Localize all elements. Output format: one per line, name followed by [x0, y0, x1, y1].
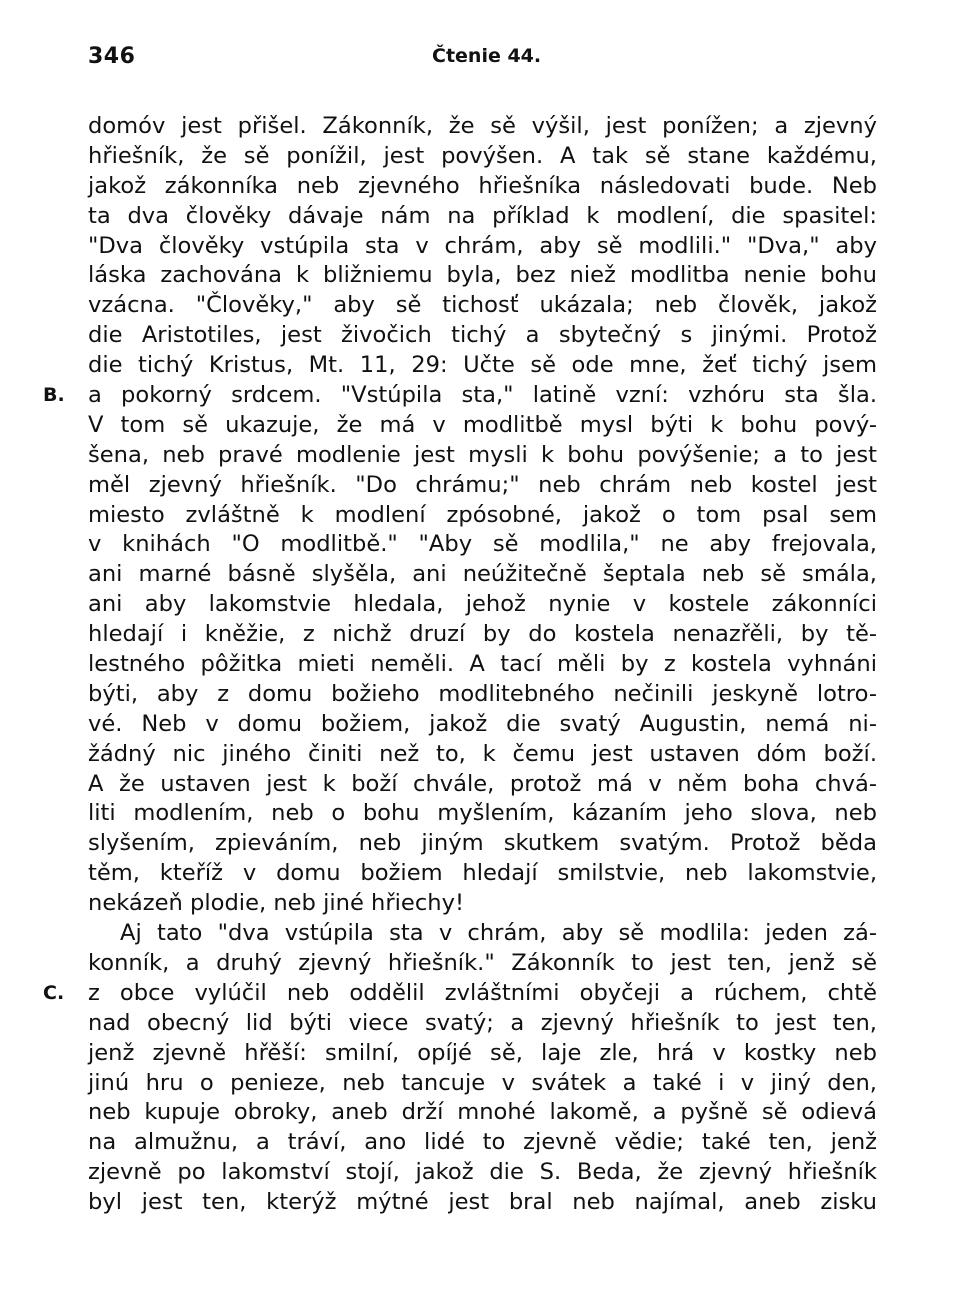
- line-text: V tom sě ukazuje, že má v modlitbě mysl býti k bohu pový-: [88, 411, 877, 438]
- text-line: [88, 799, 877, 829]
- line-text: šena, neb pravé modlenie jest mysli k bohu povýšenie; a to jest: [88, 441, 877, 468]
- line-text: zjevně po lakomství stojí, jakož die S. Beda, že zjevný hřiešník: [88, 1159, 877, 1186]
- line-text: měl zjevný hřiešník. "Do chrámu;" neb chrám neb kostel jest: [88, 471, 877, 498]
- line-text: A že ustaven jest k boží chvále, protož má v něm boha chvá-: [88, 770, 877, 797]
- text-line: [88, 1098, 877, 1128]
- text-line: [88, 291, 877, 321]
- line-text: miesto zvláštně k modlení zpósobné, jakož o tom psal sem: [88, 501, 877, 528]
- text-line: [88, 1069, 877, 1099]
- text-line: [88, 441, 877, 471]
- text-line: [88, 1128, 877, 1158]
- line-text: hřiešník, že sě ponížil, jest povýšen. A tak sě stane každému,: [88, 142, 877, 169]
- line-text: konník, a druhý zjevný hřiešník." Zákonník to jest ten, jenž sě: [88, 949, 877, 976]
- line-text: vzácna. "Člověky," aby sě tichosť ukázala; neb člověk, jakož: [88, 292, 877, 319]
- text-line: [88, 590, 877, 620]
- line-text: těm, kteříž v domu božiem hledají smilstvie, neb lakomstvie,: [88, 860, 877, 887]
- text-line: [88, 232, 877, 262]
- line-text: die Aristotiles, jest živočich tichý a sbytečný s jinými. Protož: [88, 322, 877, 349]
- line-text: hledají i kněžie, z nichž druzí by do kostela nenazřěli, by tě-: [88, 621, 877, 648]
- text-line: [88, 680, 877, 710]
- line-text: jakož zákonníka neb zjevného hřiešníka následovati bude. Neb: [88, 172, 877, 199]
- text-line: [88, 321, 877, 351]
- text-line: [43, 381, 877, 411]
- line-text: neb kupuje obroky, aneb drží mnohé lakomě, a pyšně sě odievá: [88, 1099, 877, 1126]
- line-text: jenž zjevně hřěší: smilní, opíjé sě, laje zle, hrá v kostky neb: [88, 1039, 877, 1066]
- text-line: [43, 979, 877, 1009]
- line-text: ani aby lakomstvie hledala, jehož nynie v kostele zákonníci: [88, 591, 877, 618]
- text-line: [88, 351, 877, 381]
- text-line: [88, 1009, 877, 1039]
- line-text: jinú hru o penieze, neb tancuje v svátek a také i v jiný den,: [88, 1069, 877, 1096]
- text-line: [88, 740, 877, 770]
- line-text: a pokorný srdcem. "Vstúpila sta," latině vzní: vzhóru sta šla.: [88, 382, 877, 409]
- text-line: [88, 650, 877, 680]
- line-text: býti, aby z domu božieho modlitebného nečinili jeskyně lotro-: [88, 680, 877, 707]
- text-line: [88, 172, 877, 202]
- line-text: "Dva člověky vstúpila sta v chrám, aby sě modlili." "Dva," aby: [88, 232, 877, 259]
- line-text: liti modlením, neb o bohu myšlením, kázaním jeho slova, neb: [88, 800, 877, 827]
- text-line: [88, 889, 877, 919]
- line-text: ta dva člověky dávaje nám na příklad k modlení, die spasitel:: [88, 202, 877, 229]
- line-text: slyšením, zpieváním, neb jiným skutkem svatým. Protož běda: [88, 830, 877, 857]
- text-line: [88, 261, 877, 291]
- text-line: [88, 560, 877, 590]
- margin-note: C.: [43, 981, 65, 1004]
- text-line: [88, 530, 877, 560]
- text-line: [88, 859, 877, 889]
- text-line: [88, 1039, 877, 1069]
- text-line: [88, 620, 877, 650]
- text-line: [88, 142, 877, 172]
- line-text: láska zachována k bližniemu byla, bez niež modlitba nenie bohu: [88, 262, 877, 289]
- line-text: žádný nic jiného činiti než to, k čemu jest ustaven dóm boží.: [88, 740, 877, 767]
- text-line: [88, 829, 877, 859]
- text-line: [88, 202, 877, 232]
- line-text: Aj tato "dva vstúpila sta v chrám, aby sě modlila: jeden zá-: [120, 920, 877, 947]
- page-number: 346: [88, 44, 136, 69]
- text-line: [88, 1188, 877, 1218]
- page-header: [88, 44, 884, 74]
- text-line: [88, 1158, 877, 1188]
- margin-note: B.: [43, 384, 65, 407]
- text-line: [88, 411, 877, 441]
- text-line: [88, 471, 877, 501]
- text-line: [88, 770, 877, 800]
- text-line: [88, 501, 877, 531]
- running-title: Čtenie 44.: [432, 45, 542, 67]
- text-line: [88, 112, 877, 142]
- line-text: nad obecný lid býti viece svatý; a zjevný hřiešník to jest ten,: [88, 1009, 877, 1036]
- line-text: vé. Neb v domu božiem, jakož die svatý Augustin, nemá ni-: [88, 710, 877, 737]
- text-line: [88, 710, 877, 740]
- line-text: nekázeň plodie, neb jiné hřiechy!: [88, 890, 464, 917]
- line-text: die tichý Kristus, Mt. 11, 29: Učte sě ode mne, žeť tichý jsem: [88, 352, 877, 379]
- line-text: lestného pôžitka mieti neměli. A tací měli by z kostela vyhnáni: [88, 651, 877, 678]
- line-text: ani marné básně slyšěla, ani neúžitečně šeptala neb sě smála,: [88, 561, 877, 588]
- text-line: [88, 949, 877, 979]
- text-line: [88, 919, 877, 949]
- line-text: z obce vylúčil neb oddělil zvláštními obyčeji a rúchem, chtě: [88, 979, 877, 1006]
- body-text: [43, 112, 877, 1218]
- line-text: na almužnu, a tráví, ano lidé to zjevně vědie; také ten, jenž: [88, 1129, 877, 1156]
- line-text: domóv jest přišel. Zákonník, že sě výšil, jest ponížen; a zjevný: [88, 113, 877, 139]
- line-text: v knihách "O modlitbě." "Aby sě modlila," ne aby frejovala,: [88, 531, 877, 558]
- line-text: byl jest ten, kterýž mýtné jest bral neb najímal, aneb zisku: [88, 1189, 877, 1216]
